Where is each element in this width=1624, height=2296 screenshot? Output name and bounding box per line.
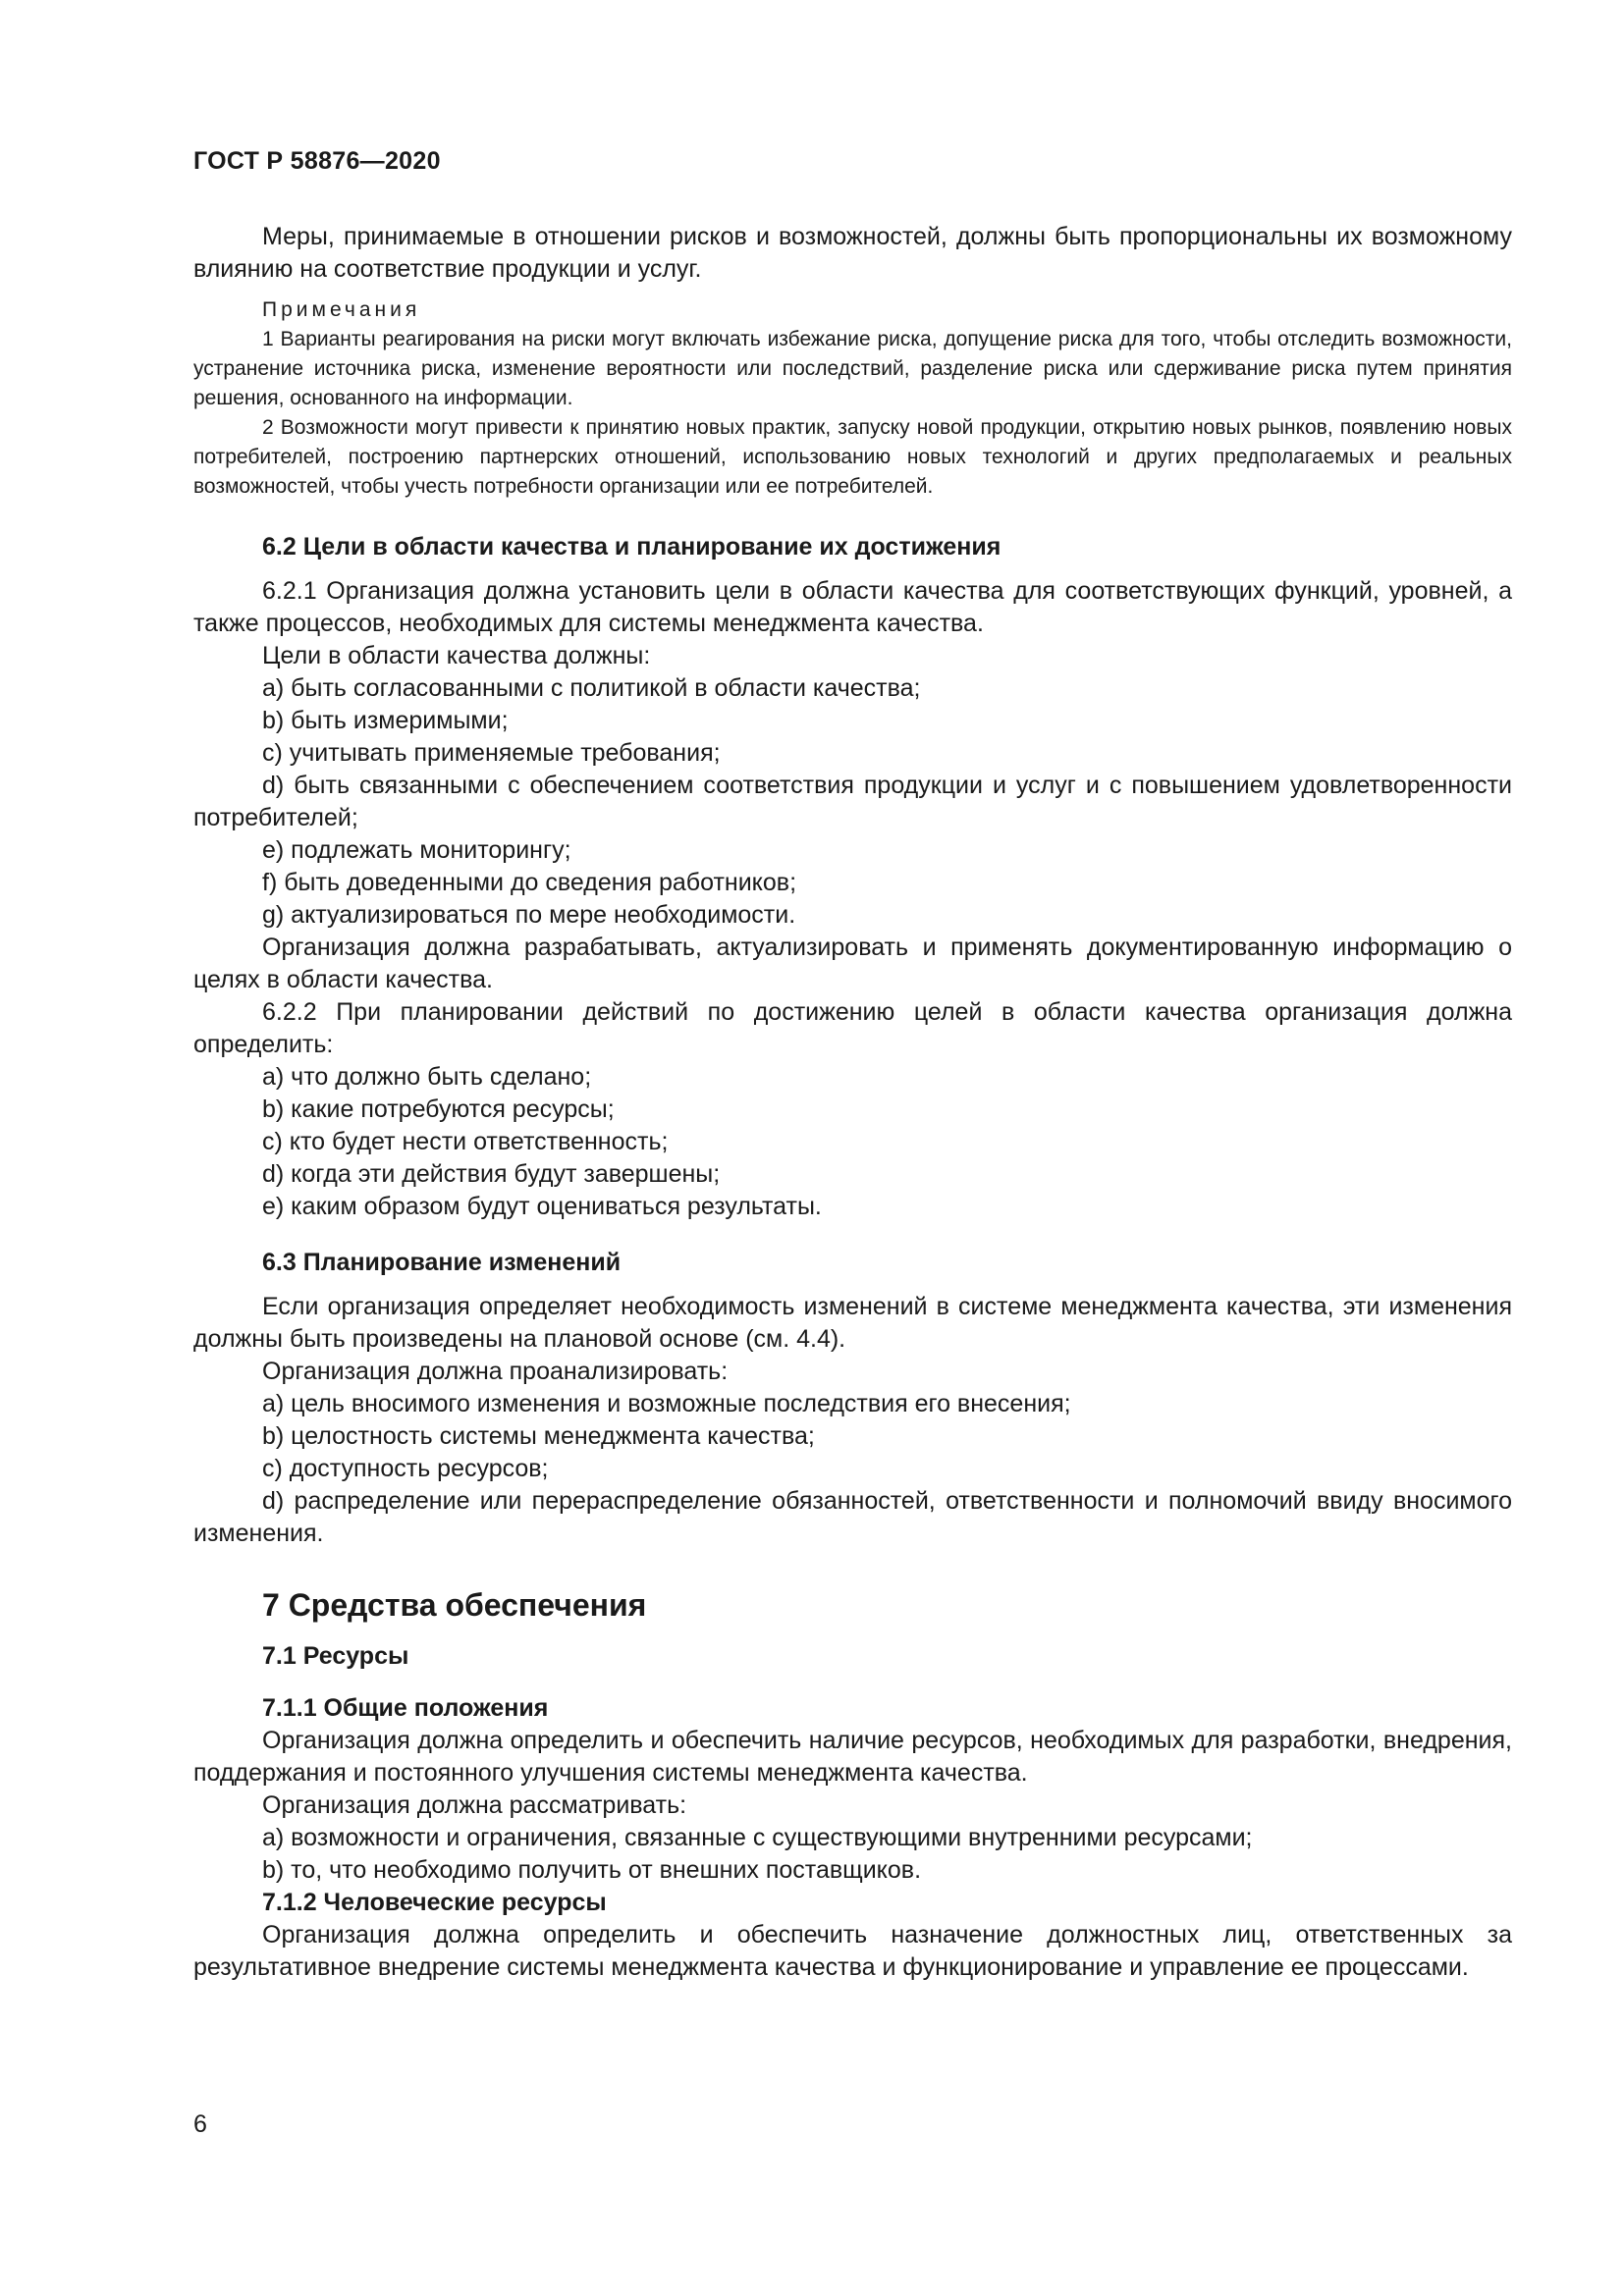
note-1: 1 Варианты реагирования на риски могут включать избежание риска, допущение риска для того, чтобы отследить возможности, устранение источника риска, изменение вероятности или последствий, разделение риска или сдерживание риска путем принятия решения, основанного на информации. [193, 328, 1512, 409]
goals-intro: Цели в области качества должны: [262, 642, 651, 669]
documented-info-paragraph: Организация должна разрабатывать, актуализировать и применять документированную информацию о целях в области качества. [193, 934, 1512, 993]
list-item: a) цель вносимого изменения и возможные последствия его внесения; [262, 1390, 1071, 1417]
section-7-1-1-heading: 7.1.1 Общие положения [262, 1694, 549, 1722]
list-item: b) то, что необходимо получить от внешних поставщиков. [262, 1856, 922, 1884]
list-item: c) учитывать применяемые требования; [262, 739, 721, 767]
section-6-2-heading: 6.2 Цели в области качества и планирование их достижения [262, 533, 1001, 561]
note-2: 2 Возможности могут привести к принятию новых практик, запуску новой продукции, открытию новых рынков, появлению новых потребителей, построению партнерских отношений, использованию новых технологий и других предполагаемых и реальных возможностей, чтобы учесть потребности организации или ее потребителей. [193, 416, 1512, 498]
list-item: b) быть измеримыми; [262, 707, 509, 734]
list-item: g) актуализироваться по мере необходимости. [262, 901, 796, 929]
document-body [193, 221, 1512, 1984]
section-7-1-1-paragraph-2: Организация должна рассматривать: [262, 1791, 687, 1819]
page-number: 6 [193, 2110, 207, 2138]
list-item: c) доступность ресурсов; [262, 1455, 549, 1482]
section-7-1-heading: 7.1 Ресурсы [262, 1642, 409, 1670]
section-6-3-paragraph-2: Организация должна проанализировать: [262, 1358, 729, 1385]
section-7-1-1-paragraph-1: Организация должна определить и обеспечить наличие ресурсов, необходимых для разработки, внедрения, поддержания и постоянного улучшения системы менеджмента качества. [193, 1727, 1512, 1787]
clause-6-2-2: 6.2.2 При планировании действий по достижению целей в области качества организация должна определить: [193, 998, 1512, 1058]
list-item: a) быть согласованными с политикой в области качества; [262, 674, 921, 702]
clause-6-2-1: 6.2.1 Организация должна установить цели в области качества для соответствующих функций, уровней, а также процессов, необходимых для системы менеджмента качества. [193, 577, 1512, 637]
notes-title: Примечания [262, 298, 421, 321]
list-item: f) быть доведенными до сведения работников; [262, 869, 797, 896]
list-item: b) какие потребуются ресурсы; [262, 1095, 615, 1123]
section-7-heading: 7 Средства обеспечения [262, 1587, 647, 1623]
list-item: c) кто будет нести ответственность; [262, 1128, 669, 1155]
list-item: a) что должно быть сделано; [262, 1063, 592, 1091]
section-6-3-paragraph-1: Если организация определяет необходимость изменений в системе менеджмента качества, эти изменения должны быть произведены на плановой основе (см. 4.4). [193, 1293, 1512, 1353]
section-7-1-2-paragraph-1: Организация должна определить и обеспечить назначение должностных лиц, ответственных за результативное внедрение системы менеджмента качества и функционирование и управление ее процессами. [193, 1921, 1512, 1981]
list-item: d) быть связанными с обеспечением соответствия продукции и услуг и с повышением удовлетворенности потребителей; [193, 772, 1512, 831]
document-header: ГОСТ Р 58876—2020 [193, 147, 441, 175]
section-6-3-heading: 6.3 Планирование изменений [262, 1249, 622, 1276]
section-7-1-2-heading: 7.1.2 Человеческие ресурсы [262, 1889, 607, 1916]
list-item: a) возможности и ограничения, связанные с существующими внутренними ресурсами; [262, 1824, 1253, 1851]
list-item: e) каким образом будут оцениваться результаты. [262, 1193, 822, 1220]
list-item: b) целостность системы менеджмента качества; [262, 1422, 815, 1450]
list-item: e) подлежать мониторингу; [262, 836, 571, 864]
list-item: d) распределение или перераспределение обязанностей, ответственности и полномочий ввиду вносимого изменения. [193, 1487, 1512, 1547]
intro-paragraph: Меры, принимаемые в отношении рисков и возможностей, должны быть пропорциональны их возможному влиянию на соответствие продукции и услуг. [193, 223, 1512, 283]
list-item: d) когда эти действия будут завершены; [262, 1160, 721, 1188]
